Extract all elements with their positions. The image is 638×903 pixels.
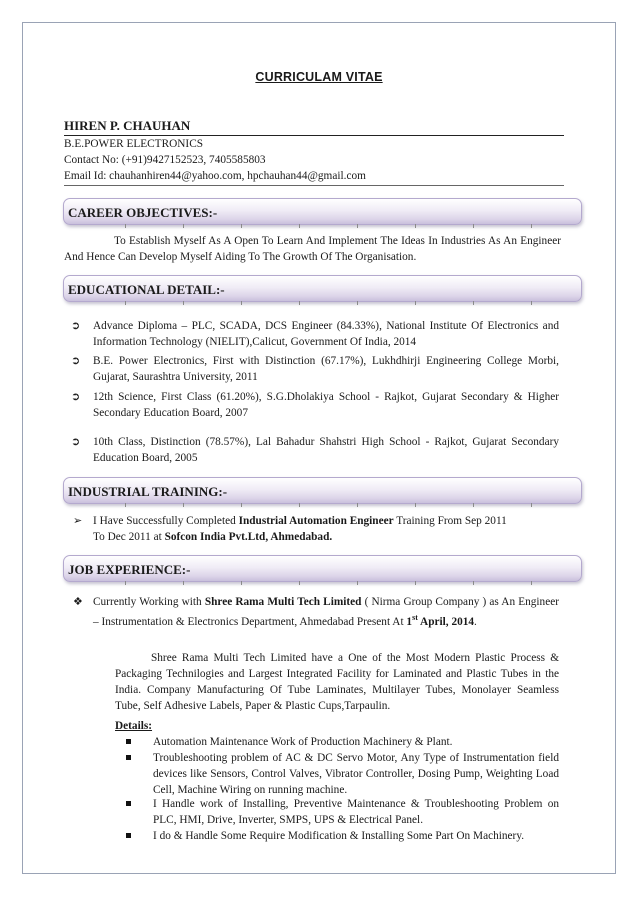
arrow-icon: ➲ bbox=[71, 390, 81, 403]
section-industrial-training: INDUSTRIAL TRAINING:- bbox=[63, 477, 582, 504]
document-title: CURRICULAM VITAE bbox=[255, 70, 383, 84]
arrow-icon: ➲ bbox=[71, 354, 81, 367]
section-divider bbox=[68, 581, 578, 585]
square-bullet-icon bbox=[126, 833, 131, 838]
degree-line: B.E.POWER ELECTRONICS bbox=[64, 138, 204, 150]
detail-item: I do & Handle Some Require Modification & Installing Some Part On Machinery. bbox=[153, 828, 559, 844]
detail-item: Troubleshooting problem of AC & DC Servo Motor, Any Type of Instrumentation field devices like Sensors, Control Valves, Vibrator Controller, Dosing Pump, Weighting Load Cell, Machine Wiring on running machine. bbox=[153, 750, 559, 798]
arrow-icon: ➲ bbox=[71, 319, 81, 332]
square-bullet-icon bbox=[126, 801, 131, 806]
section-job-experience: JOB EXPERIENCE:- bbox=[63, 555, 582, 582]
training-item: ➢ I Have Successfully Completed Industrial Automation Engineer Training From Sep 2011 To Dec 2011 at Sofcon India Pvt.Ltd, Ahmedabad. bbox=[73, 514, 507, 543]
square-bullet-icon bbox=[126, 755, 131, 760]
detail-item: I Handle work of Installing, Preventive Maintenance & Troubleshooting Problem on PLC, HMI, Drive, Inverter, SMPS, UPS & Electrical Panel. bbox=[153, 796, 559, 828]
section-divider bbox=[68, 301, 578, 305]
details-label: Details: bbox=[115, 720, 153, 732]
company-description: Shree Rama Multi Tech Limited have a One of the Most Modern Plastic Process & Packaging Technilogies and Largest Integrated Facility for Laminated and Plastic Tubes in the India. Company Manufacturing Of Tube Laminates, Multilayer Tubes, Monolayer Seamless Tube, Self Adhesive Labels, Paper & Plastic Cups,Tarpaulin. bbox=[115, 652, 559, 712]
education-item: ➲ Advance Diploma – PLC, SCADA, DCS Engineer (84.33%), National Institute Of Electronics and Information Technology (NIELIT),Calicut, Government Of India, 2014 bbox=[71, 319, 559, 348]
arrow-icon: ➲ bbox=[71, 435, 81, 448]
detail-item: Automation Maintenance Work of Production Machinery & Plant. bbox=[153, 734, 559, 750]
triangle-icon: ➢ bbox=[73, 514, 83, 527]
job-item: ❖ Currently Working with Shree Rama Multi Tech Limited ( Nirma Group Company ) as An Engineer – Instrumentation & Electronics Department, Ahmedabad Present At 1st April, 2014. bbox=[73, 595, 559, 628]
section-career-objectives: CAREER OBJECTIVES:- bbox=[63, 198, 582, 225]
education-item: ➲ 12th Science, First Class (61.20%), S.G.Dholakiya School - Rajkot, Gujarat Secondary & Higher Secondary Education Board, 2007 bbox=[71, 390, 559, 419]
section-educational-detail: EDUCATIONAL DETAIL:- bbox=[63, 275, 582, 302]
email-line: Email Id: chauhanhiren44@yahoo.com, hpchauhan44@gmail.com bbox=[64, 168, 564, 186]
section-divider bbox=[68, 503, 578, 507]
education-item: ➲ B.E. Power Electronics, First with Distinction (67.17%), Lukhdhirji Engineering College Morbi, Gujarat, Saurashtra University, 2011 bbox=[71, 354, 559, 383]
square-bullet-icon bbox=[126, 739, 131, 744]
education-item: ➲ 10th Class, Distinction (78.57%), Lal Bahadur Shahstri High School - Rajkot, Gujarat Secondary Education Board, 2005 bbox=[71, 435, 559, 464]
section-divider bbox=[68, 224, 578, 228]
diamond-icon: ❖ bbox=[73, 595, 83, 608]
personal-header bbox=[64, 118, 564, 186]
candidate-name: HIREN P. CHAUHAN bbox=[64, 118, 564, 136]
career-objective-text: To Establish Myself As A Open To Learn And Implement The Ideas In Industries As An Engineer And Hence Can Develop Myself Aiding To The Growth Of The Organisation. bbox=[64, 235, 561, 263]
contact-line: Contact No: (+91)9427152523, 7405585803 bbox=[64, 154, 266, 166]
